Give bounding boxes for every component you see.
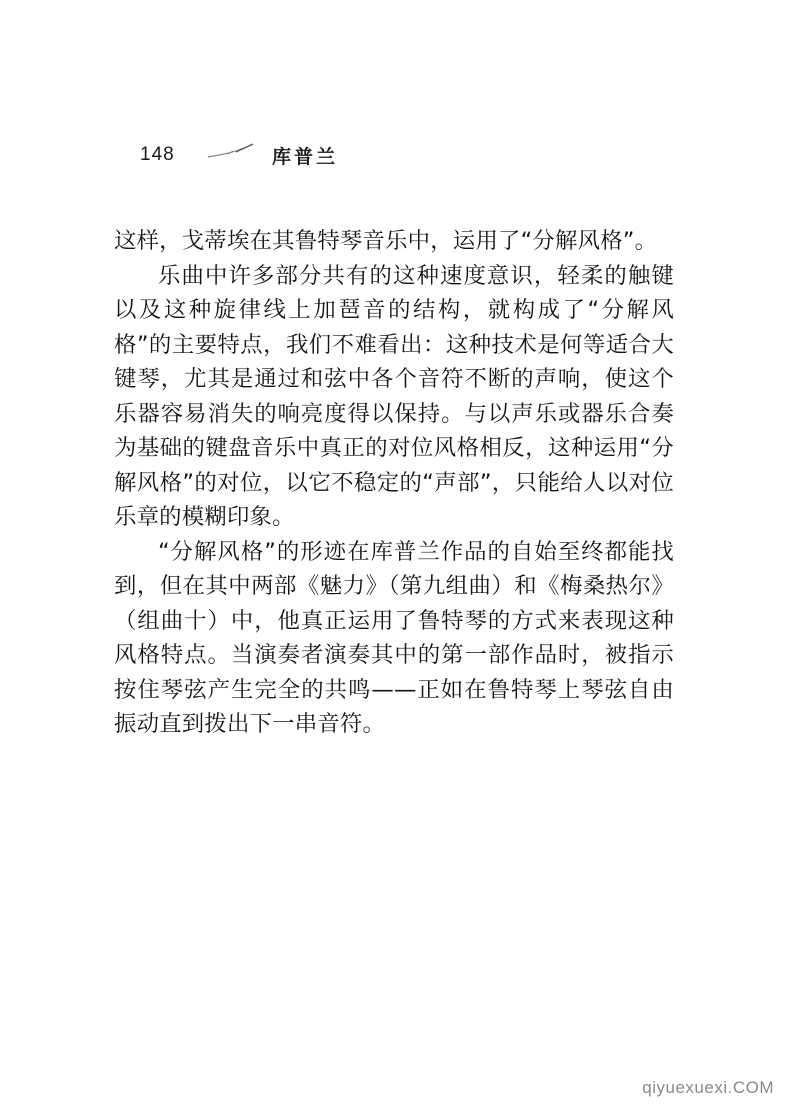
body-text bbox=[114, 224, 674, 742]
running-title: 库普兰 bbox=[272, 146, 339, 168]
paragraph: 这样，戈蒂埃在其鲁特琴音乐中，运用了“分解风格”。 bbox=[114, 228, 658, 254]
page-number: 148 bbox=[140, 144, 175, 165]
watermark: qiyuexuexi.COM bbox=[642, 1078, 774, 1097]
header-ornament-icon bbox=[206, 142, 256, 160]
page-header bbox=[140, 138, 440, 172]
paragraph: 乐曲中许多部分共有的这种速度意识，轻柔的触键以及这种旋律线上加琶音的结构，就构成了“分解风格”的主要特点，我们不难看出：这种技术是何等适合大键琴，尤其是通过和弦中各个音符不断的声响，使这个乐器容易消失的响亮度得以保持。与以声乐或器乐合奏为基础的键盘音乐中真正的对位风格相反，这种运用“分解风格”的对位，以它不稳定的“声部”，只能给人以对位乐章的模糊印象。 bbox=[114, 262, 674, 530]
paragraph: “分解风格”的形迹在库普兰作品的自始至终都能找到，但在其中两部《魅力》（第九组曲）和《梅桑热尔》（组曲十）中，他真正运用了鲁特琴的方式来表现这种风格特点。当演奏者演奏其中的第一部作品时，被指示按住琴弦产生完全的共鸣——正如在鲁特琴上琴弦自由振动直到拨出下一串音符。 bbox=[114, 538, 674, 737]
